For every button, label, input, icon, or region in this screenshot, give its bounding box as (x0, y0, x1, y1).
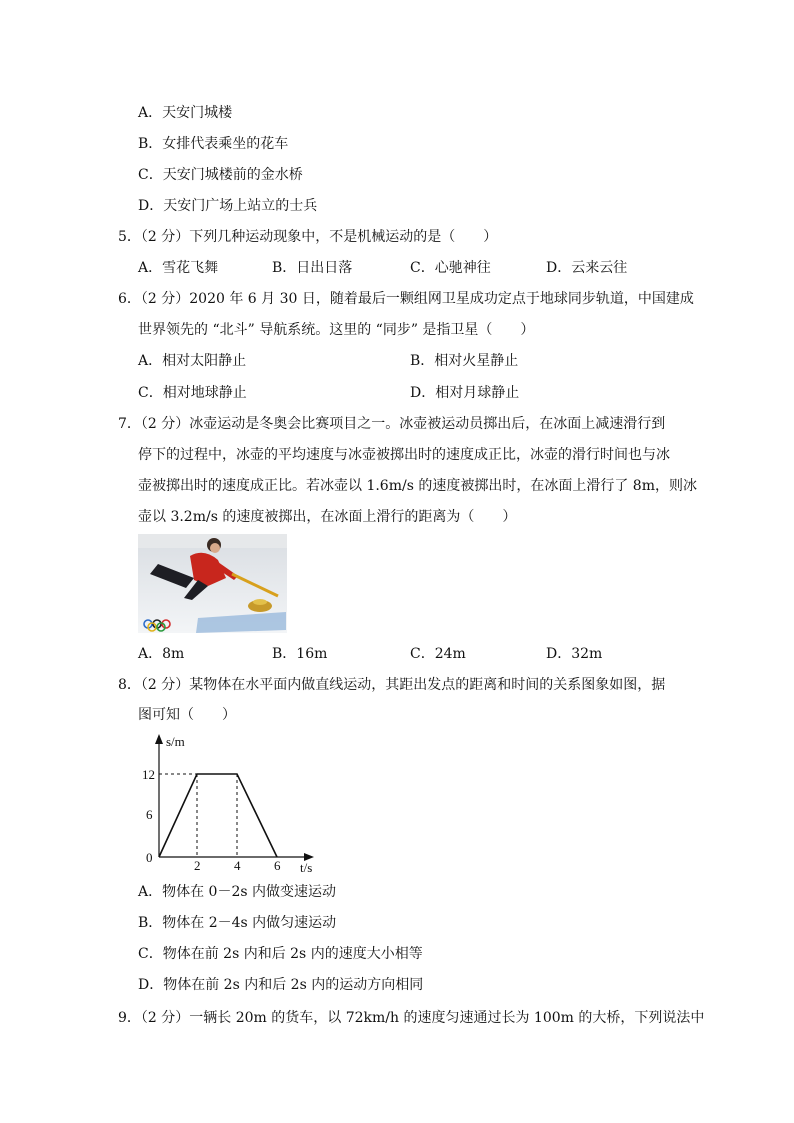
q6-option-b: B．相对火星静止 (410, 353, 519, 369)
q4-option-d: D．天安门广场上站立的士兵 (138, 198, 318, 214)
q7-stem-line-1: 7．（2 分）冰壶运动是冬奥会比赛项目之一。冰壶被运动员掷出后，在冰面上减速滑行到 (118, 416, 666, 432)
ytick-0: 0 (146, 850, 153, 865)
q4-option-c: C．天安门城楼前的金水桥 (138, 167, 303, 183)
y-axis-arrow (155, 734, 163, 744)
q6-option-d: D．相对月球静止 (410, 385, 520, 401)
xtick-6: 6 (274, 858, 281, 873)
q7-stem-line-3: 壶被掷出时的速度成正比。若冰壶以 1.6m/s 的速度被掷出时，在冰面上滑行了 8m，则冰 (138, 478, 697, 494)
q8-option-c: C．物体在前 2s 内和后 2s 内的速度大小相等 (138, 946, 423, 962)
q8-stem-line-2: 图可知（ ） (138, 707, 236, 723)
ytick-12: 12 (142, 767, 155, 782)
q6-stem-line-2: 世界领先的 “北斗” 导航系统。这里的 “同步” 是指卫星（ ） (138, 322, 535, 338)
q4-option-a: A．天安门城楼 (138, 105, 233, 121)
q6-option-a: A．相对太阳静止 (138, 353, 247, 369)
q7-option-d: D．32m (546, 646, 603, 662)
q5-stem: 5．（2 分）下列几种运动现象中，不是机械运动的是（ ） (118, 229, 498, 245)
q7-stem-line-2: 停下的过程中，冰壶的平均速度与冰壶被掷出时的速度成正比，冰壶的滑行时间也与冰 (138, 447, 670, 463)
curling-photo (138, 534, 287, 633)
q5-option-d: D．云来云往 (546, 260, 628, 276)
q5-option-c: C．心驰神往 (410, 260, 491, 276)
ytick-6: 6 (146, 807, 153, 822)
q6-stem-line-1: 6．（2 分）2020 年 6 月 30 日，随着最后一颗组网卫星成功定点于地球同步轨道，中国建成 (118, 291, 694, 307)
xlabel: t/s (300, 860, 313, 874)
q4-option-b: B．女排代表乘坐的花车 (138, 136, 289, 152)
q8-stem-line-1: 8．（2 分）某物体在水平面内做直线运动，其距出发点的距离和时间的关系图象如图，据 (118, 677, 666, 693)
q8-option-d: D．物体在前 2s 内和后 2s 内的运动方向相同 (138, 977, 424, 993)
q8-option-a: A．物体在 0－2s 内做变速运动 (138, 884, 337, 900)
q7-stem-line-4: 壶以 3.2m/s 的速度被掷出，在冰面上滑行的距离为（ ） (138, 509, 517, 525)
q7-option-a: A．8m (138, 646, 185, 662)
q7-option-c: C．24m (410, 646, 466, 662)
q6-option-c: C．相对地球静止 (138, 385, 247, 401)
s-t-line (159, 774, 277, 857)
q8-option-b: B．物体在 2－4s 内做匀速运动 (138, 915, 337, 931)
q7-option-b: B．16m (272, 646, 328, 662)
distance-time-graph (138, 732, 328, 874)
q5-option-a: A．雪花飞舞 (138, 260, 219, 276)
q5-option-b: B．日出日落 (272, 260, 353, 276)
xtick-4: 4 (234, 858, 241, 873)
xtick-2: 2 (194, 858, 201, 873)
ylabel: s/m (166, 734, 185, 749)
q9-stem: 9．（2 分）一辆长 20m 的货车，以 72km/h 的速度匀速通过长为 100m 的大桥，下列说法中 (118, 1010, 705, 1026)
